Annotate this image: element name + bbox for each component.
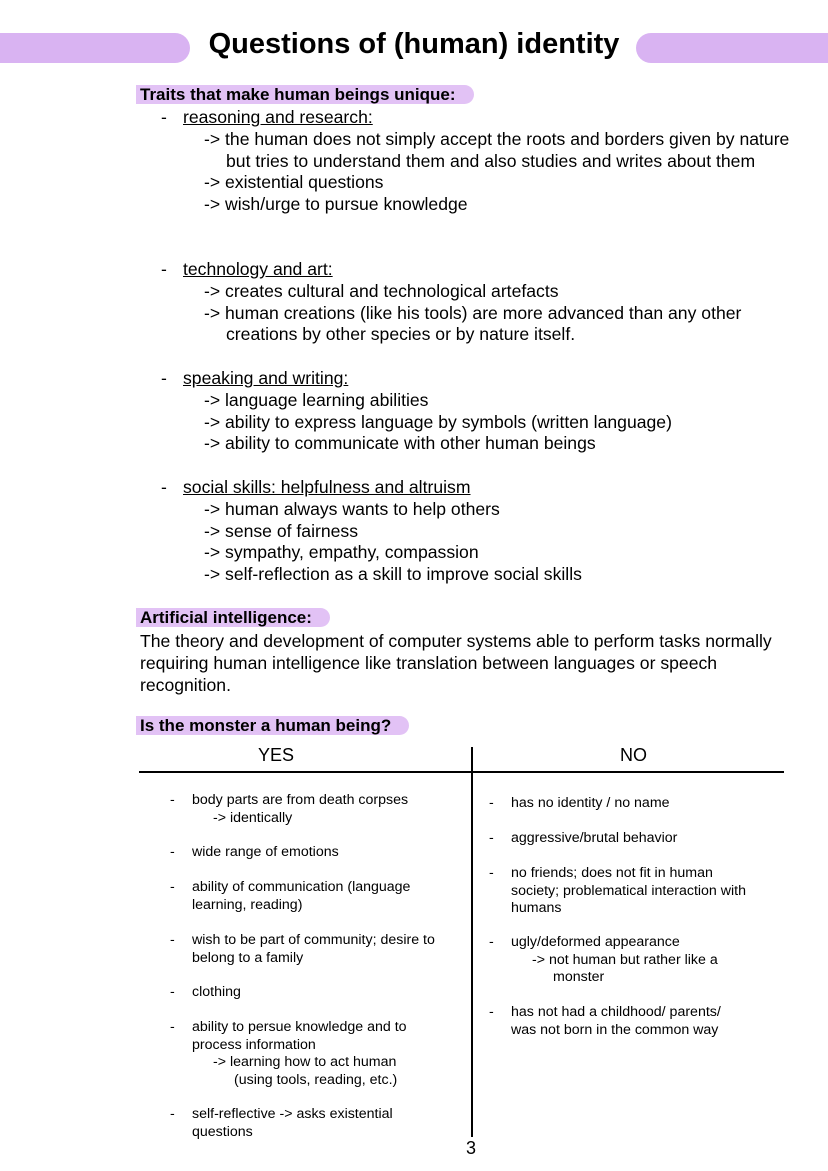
bullet-dash: - (489, 865, 494, 881)
bullet-dash: - (170, 844, 175, 860)
bullet-dash: - (170, 1106, 175, 1122)
no-item (489, 865, 751, 918)
table-column-divider (471, 747, 473, 1137)
yes-column-header: YES (258, 745, 295, 765)
no-item-text: no friends; does not fit in human society; problematical interaction with humans (511, 865, 746, 916)
yes-item (170, 1106, 432, 1141)
trait-technology (161, 259, 793, 346)
bullet-dash: - (170, 879, 175, 895)
traits-heading (136, 85, 474, 105)
ai-heading (136, 608, 330, 628)
trait-social (161, 477, 793, 586)
no-item-text: aggressive/brutal behavior (511, 830, 678, 846)
trait-points (204, 499, 793, 586)
trait-reasoning (161, 107, 793, 216)
bullet-dash: - (161, 107, 167, 127)
yes-item-text: wide range of emotions (192, 844, 339, 860)
bullet-dash: - (161, 368, 167, 388)
monster-heading (136, 716, 409, 736)
trait-speaking (161, 368, 793, 455)
bullet-dash: - (489, 795, 494, 811)
trait-point: -> self-reflection as a skill to improve social skills (204, 564, 582, 585)
trait-point: -> the human does not simply accept the roots and borders given by nature but tries to understand them and also studies and writes about them (204, 128, 790, 171)
yes-item-text: ability of communication (language learning, reading) (192, 879, 411, 913)
yes-item (170, 844, 462, 862)
yes-item (170, 1019, 437, 1089)
trait-name: social skills: helpfulness and altruism (183, 477, 471, 497)
trait-point: -> sympathy, empathy, compassion (204, 542, 479, 563)
yes-item-sub: -> learning how to act human (213, 1054, 397, 1070)
table-header-divider (139, 771, 784, 773)
bullet-dash: - (489, 830, 494, 846)
bullet-dash: - (161, 259, 167, 279)
traits-heading-text: Traits that make human beings unique: (136, 85, 474, 104)
no-item-text: ugly/deformed appearance (511, 934, 680, 950)
trait-points (204, 390, 793, 455)
bullet-dash: - (489, 934, 494, 950)
no-item (489, 830, 771, 848)
trait-point: -> language learning abilities (204, 389, 429, 410)
no-item-sub: monster (553, 969, 605, 985)
bullet-dash: - (170, 984, 175, 1000)
trait-point: -> ability to express language by symbols (written language) (204, 411, 672, 432)
bullet-dash: - (489, 1004, 494, 1020)
no-item-text: has not had a childhood/ parents/ was not born in the common way (511, 1004, 721, 1038)
yes-item-sub: (using tools, reading, etc.) (234, 1071, 398, 1088)
yes-item-sub: -> identically (213, 809, 293, 826)
trait-point: -> sense of fairness (204, 520, 359, 541)
yes-item-text: clothing (192, 984, 241, 1000)
trait-point: -> creates cultural and technological artefacts (204, 280, 559, 301)
yes-item-text: body parts are from death corpses (192, 792, 409, 808)
no-item (489, 934, 771, 987)
monster-heading-text: Is the monster a human being? (136, 716, 409, 735)
trait-name: speaking and writing: (183, 368, 349, 388)
no-item-text: has no identity / no name (511, 795, 670, 811)
bullet-dash: - (170, 1019, 175, 1035)
trait-name: reasoning and research: (183, 107, 373, 127)
no-item (489, 795, 771, 813)
yes-item (170, 792, 462, 827)
bullet-dash: - (170, 932, 175, 948)
page-title: Questions of (human) identity (208, 28, 620, 60)
no-item (489, 1004, 721, 1039)
trait-points (204, 281, 793, 346)
trait-points (204, 129, 793, 216)
no-item-sub: -> not human but rather like a (532, 951, 718, 968)
trait-point: -> existential questions (204, 172, 384, 193)
ai-heading-text: Artificial intelligence: (136, 608, 330, 627)
yes-item-text: wish to be part of community; desire to belong to a family (192, 932, 435, 966)
trait-point: -> wish/urge to pursue knowledge (204, 194, 468, 215)
page-number: 3 (466, 1138, 477, 1158)
yes-item (170, 879, 447, 914)
yes-item (170, 984, 462, 1002)
yes-item (170, 932, 462, 967)
trait-point: -> ability to communicate with other human beings (204, 433, 596, 454)
trait-name: technology and art: (183, 259, 333, 279)
trait-point: -> human creations (like his tools) are more advanced than any other creations by other species or by nature itself. (204, 302, 742, 345)
ai-definition: The theory and development of computer systems able to perform tasks normally requiring human intelligence like translation between languages or speech recognition. (140, 631, 772, 695)
bullet-dash: - (161, 477, 167, 497)
yes-item-text: self-reflective -> asks existential questions (192, 1106, 393, 1140)
yes-item-text: ability to persue knowledge and to process information (192, 1019, 407, 1053)
bullet-dash: - (170, 792, 175, 808)
no-column-header: NO (620, 745, 647, 765)
trait-point: -> human always wants to help others (204, 498, 500, 519)
